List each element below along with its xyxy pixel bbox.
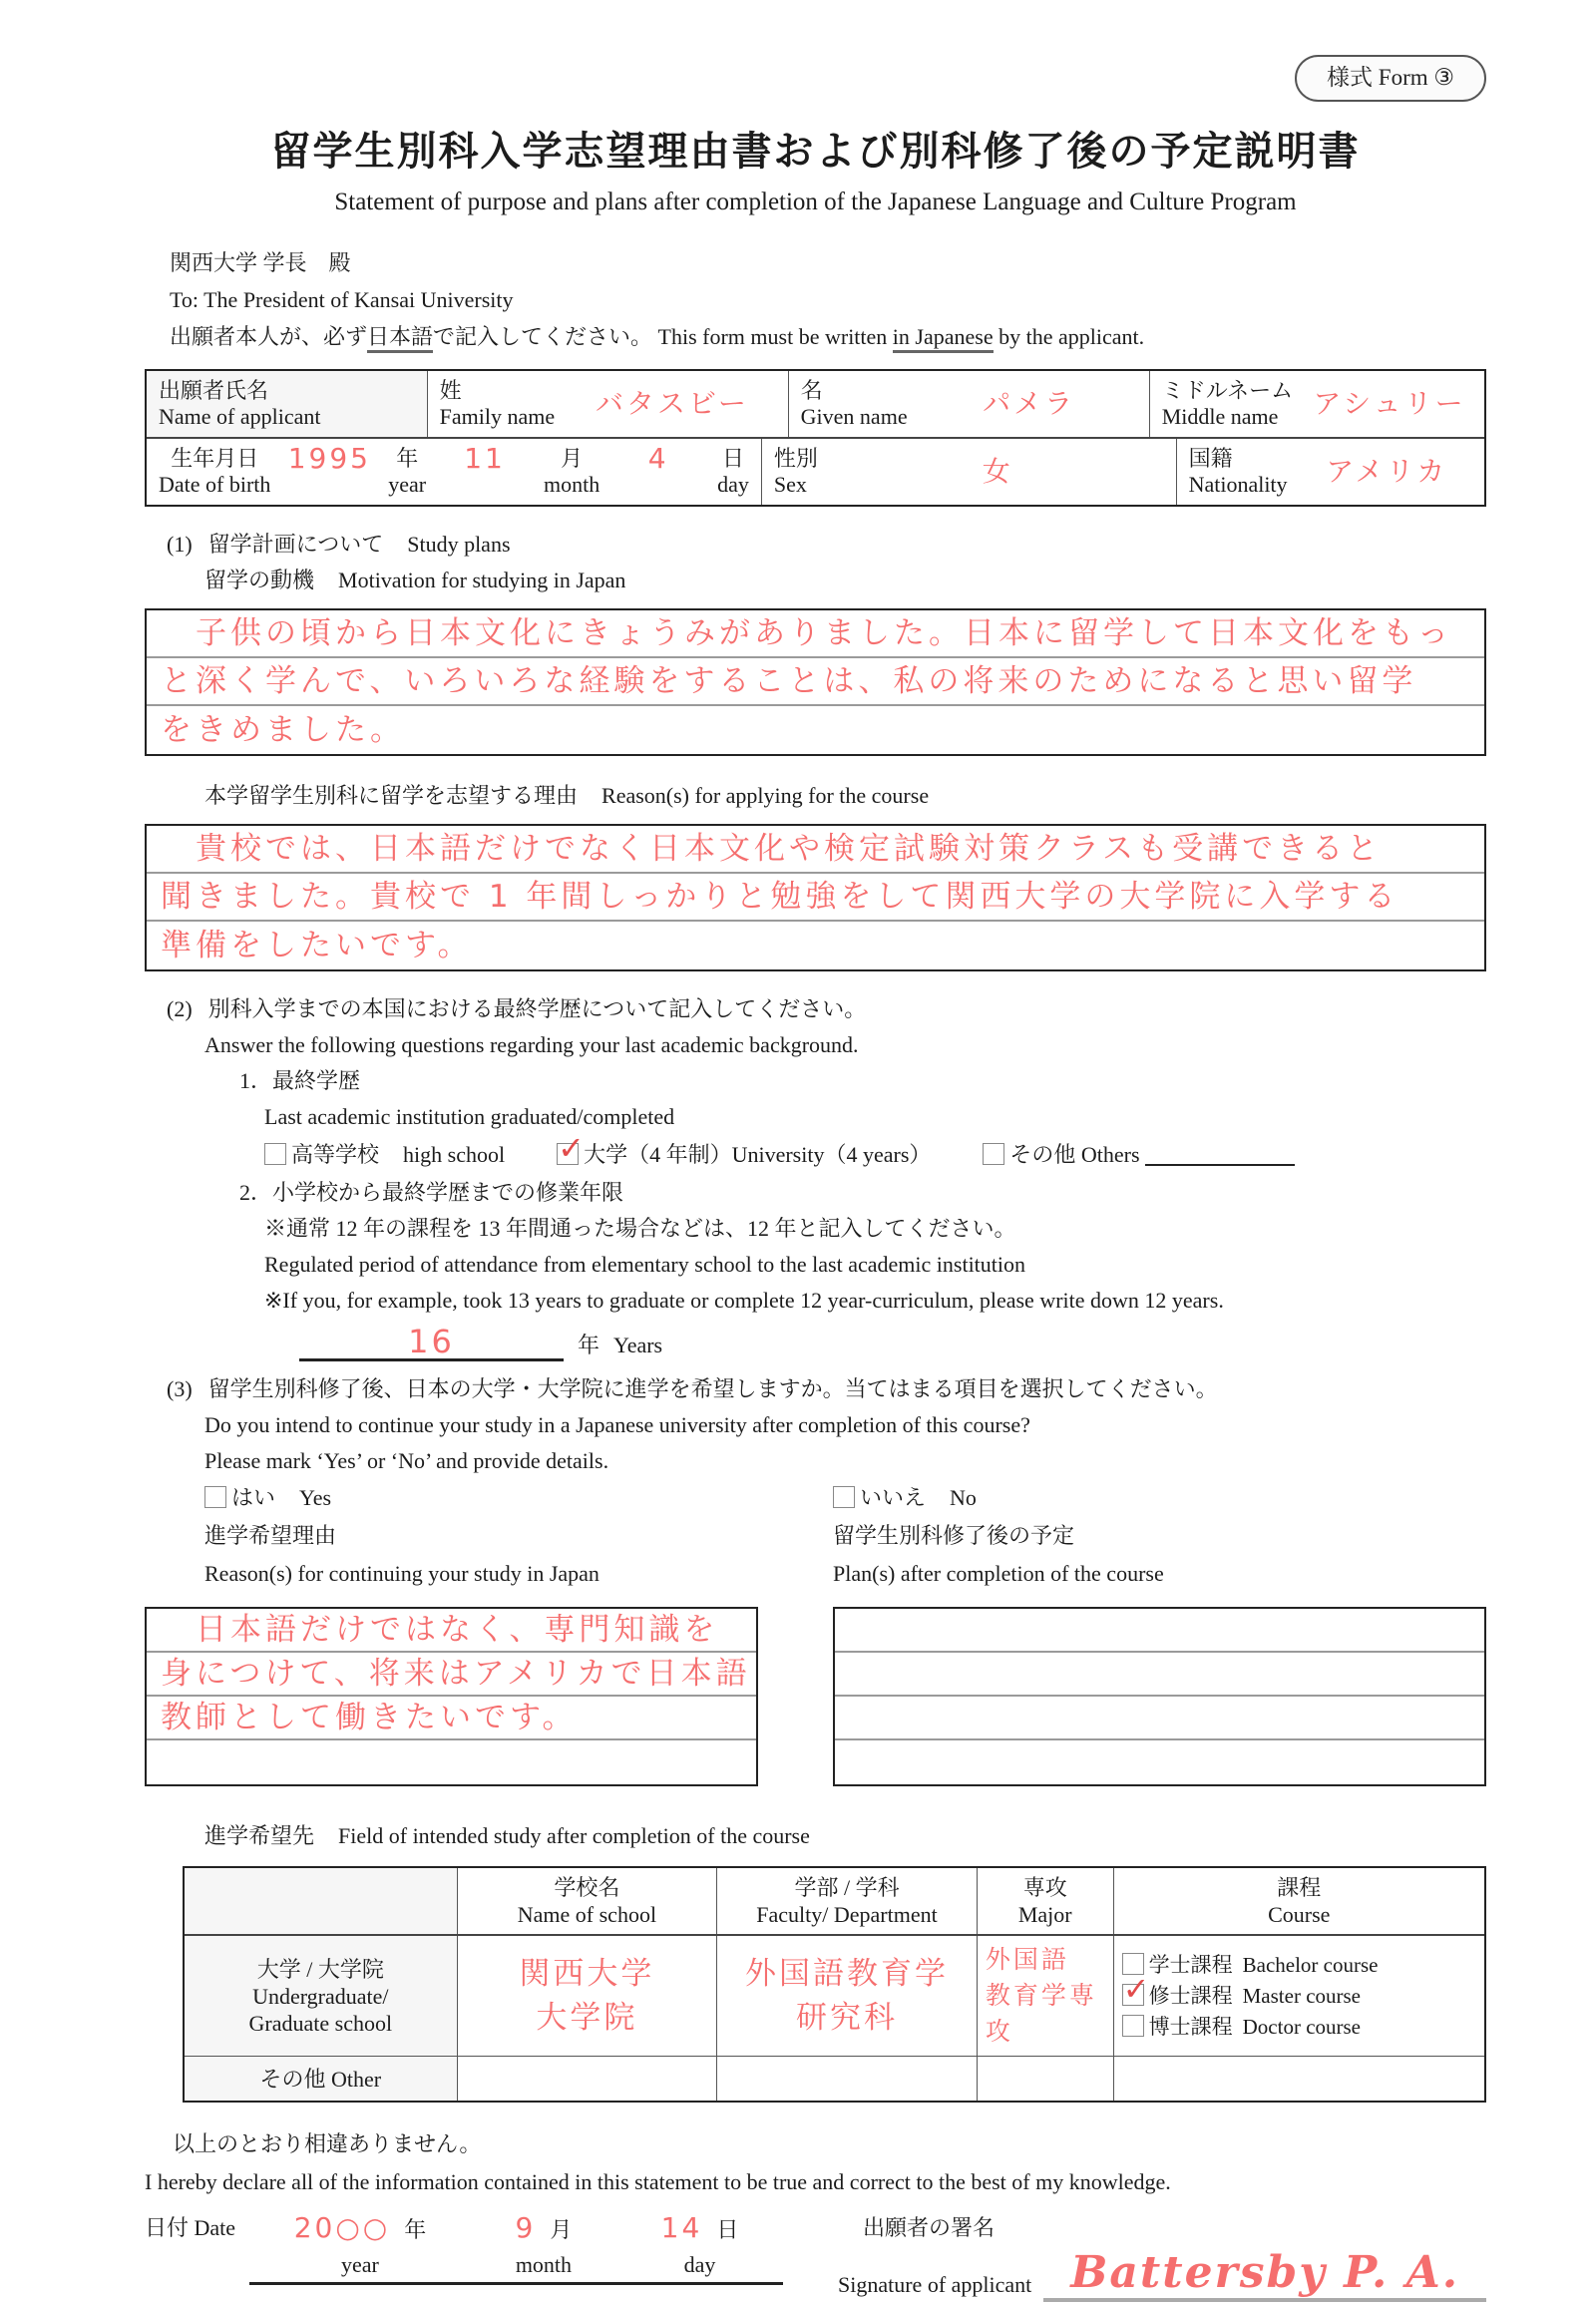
other-school-cell[interactable] [458,2057,718,2101]
q2-note-en: ※If you, for example, took 13 years to graduate or complete 12 year-curriculum, please write down 12 years. [264,1288,1224,1313]
q1-title: 1．最終学歴 [239,1068,361,1093]
yes-option: はい Yes [145,1479,833,1517]
q2-title-en: Regulated period of attendance from elementary school to the last academic institution [264,1252,1026,1277]
date-year-col: 20○○ 年 year [293,2211,427,2277]
date-year-value[interactable]: 20○○ [293,2211,391,2244]
section2-heading: (2) 別科入学までの本国における最終学歴について記入してください。 [167,996,867,1021]
years-input[interactable]: 16 [299,1325,564,1361]
dob-month-value[interactable]: 11 [464,442,506,475]
plan-line-4 [835,1740,1484,1784]
date-day-value[interactable]: 14 [660,2211,703,2244]
date-values [249,2208,783,2285]
form-title: 留学生別科入学志望理由書および別科修了後の予定説明書 [270,128,1361,174]
row-label-other: その他 Other [185,2057,458,2101]
section2-heading-en: Answer the following questions regarding your last academic background. [204,1032,859,1057]
no-option: いいえ No [833,1479,1486,1517]
declaration-en: I hereby declare all of the information contained in this statement to be true and correct to the best of my knowledge. [145,2169,1171,2194]
nationality-value[interactable]: アメリカ [1326,455,1448,488]
row-label-university: 大学 / 大学院 Undergraduate/ Graduate school [185,1936,458,2056]
signature-label-ja: 出願者の署名 [863,2215,996,2240]
nationality-cell: 国籍 Nationality アメリカ [1177,439,1484,505]
signature-line[interactable] [1043,2248,1486,2302]
header-major: 専攻 Major [978,1868,1114,1934]
date-field[interactable] [145,2208,783,2302]
badge-row [145,55,1486,102]
checkbox-others[interactable] [983,1143,1004,1165]
others-input[interactable] [1145,1142,1295,1166]
checkbox-doctor[interactable] [1122,2015,1144,2037]
section3-heading: (3) 留学生別科修了後、日本の大学・大学院に進学を希望しますか。当てはまる項目を選択してください。 [167,1376,1218,1401]
checkbox-no[interactable] [833,1486,855,1508]
motivation-textbox[interactable] [145,608,1486,756]
header-course: 課程 Course [1268,1875,1331,1927]
option-high-school: 高等学校 high school [264,1135,505,1175]
yes-no-row [145,1479,1486,1517]
option-university: ✓ 大学（4 年制）University（4 years） [558,1129,932,1167]
applying-reason-label: 本学留学生別科に留学を志望する理由 Reason(s) for applying for the course [204,783,930,808]
applicant-name-row [147,371,1484,439]
applying-reason-textbox[interactable] [145,824,1486,971]
major-value[interactable]: 外国語 教育学専攻 [978,1936,1114,2056]
continuing-reason-line-3: 教師として働きたいです。 [147,1697,756,1740]
family-name-value[interactable]: バタスビー [595,387,749,420]
underlined-japanese-word: 日本語 [367,324,433,353]
applying-reason-line-2: 聞きました。貴校で 1 年間しっかりと勉強をして関西大学の大学院に入学する [147,874,1484,922]
checkbox-master[interactable] [1122,1969,1150,2008]
motivation-label: 留学の動機 Motivation for studying in Japan [204,568,626,592]
signature-block [838,2208,1486,2302]
years-line: 16 年 Years [145,1325,1486,1361]
continuing-reason-label-en: Reason(s) for continuing your study in Japan [204,1561,599,1586]
continuing-reason-label-ja: 進学希望理由 [204,1523,337,1548]
sex-value[interactable]: 女 [982,455,1013,488]
applicant-table [145,369,1486,507]
motivation-line-3: をきめました。 [161,711,405,748]
addressee-ja: 関西大学 学長 殿 [170,250,351,275]
checkbox-university[interactable] [557,1129,585,1167]
date-signature-row [145,2208,1486,2302]
section3-heading-en2: Please mark ‘Yes’ or ‘No’ and provide details. [204,1448,609,1473]
study-table [183,1866,1486,2103]
option-bachelor: 学士課程 Bachelor course [1122,1950,1379,1981]
continuing-reason-line-1: 日本語だけではなく、専門知識を [147,1609,756,1653]
header-school: 学校名 Name of school [458,1868,718,1934]
middle-name-cell: ミドルネーム Middle name アシュリー [1150,371,1484,437]
q1-options-row [145,1129,1486,1175]
dob-day-value[interactable]: 4 [647,442,669,475]
instruction-line: 出願者本人が、必ず日本語で記入してください。 This form must be written in Japanese by the applicant. [170,318,1486,355]
date-month-value[interactable]: 9 [515,2211,537,2244]
date-month-col: 9 月 month [515,2211,573,2277]
checkmark-icon: ✓ [558,1129,585,1167]
sex-cell: 性別 Sex 女 [762,439,1177,505]
applying-reason-line-1: 貴校では、日本語だけでなく日本文化や検定試験対策クラスも受講できると [147,826,1484,874]
underlined-in-japanese: in Japanese [893,324,994,353]
plan-label-ja: 留学生別科修了後の予定 [833,1523,1075,1548]
plan-line-1 [835,1609,1484,1653]
option-others: その他 Others [983,1135,1295,1175]
plan-line-2 [835,1653,1484,1697]
date-day-col: 14 日 day [660,2211,739,2277]
declaration-ja: 以上のとおり相違ありません。 [173,2131,482,2156]
reason-plan-labels-ja [145,1517,1486,1555]
other-faculty-cell[interactable] [717,2057,978,2101]
form-subtitle: Statement of purpose and plans after completion of the Japanese Language and Culture Program [334,188,1297,215]
continuing-reason-line-4 [147,1740,756,1784]
given-name-value[interactable]: パメラ [983,387,1076,420]
continuing-reason-textbox[interactable] [145,1607,758,1786]
applying-reason-line-3: 準備をしたいです。 [161,927,473,963]
section3-heading-en1: Do you intend to continue your study in a Japanese university after completion of this course? [204,1412,1030,1437]
field-of-study-label: 進学希望先 Field of intended study after completion of the course [204,1823,810,1848]
dob-year-value[interactable]: 1995 [287,442,371,475]
school-name-value[interactable]: 関西大学 大学院 [458,1936,718,2056]
applicant-birth-row [147,439,1484,505]
q1-title-en: Last academic institution graduated/completed [264,1104,675,1129]
middle-name-value[interactable]: アシュリー [1313,387,1466,420]
motivation-line-1: 子供の頃から日本文化にきょうみがありました。日本に留学して日本文化をもっ [147,610,1484,658]
study-table-header [185,1868,1484,1936]
checkbox-high-school[interactable] [264,1143,286,1165]
plan-label-en: Plan(s) after completion of the course [833,1561,1164,1586]
study-table-row-university [185,1936,1484,2057]
q2-title: 2．小学校から最終学歴までの修業年限 [239,1180,624,1205]
signature-value: Battersby P. A. [1070,2247,1460,2298]
header-empty-cell [185,1868,458,1934]
addressee-en: To: The President of Kansai University [170,287,514,312]
plan-line-3 [835,1697,1484,1740]
reason-plan-labels-en [145,1555,1486,1593]
motivation-line-2: と深く学んで、いろいろな経験をすることは、私の将来のためになると思い留学 [147,658,1484,706]
date-of-birth-cell: 生年月日 Date of birth 1995 年 year 11 月 month 4 日 day [147,439,762,505]
date-label: 日付 Date [145,2215,236,2240]
section3-boxes [145,1607,1486,1786]
family-name-cell: 姓 Family name バタスビー [428,371,789,437]
header-faculty: 学部 / 学科 Faculty/ Department [717,1868,978,1934]
section1-heading: (1) 留学計画について Study plans [167,532,511,557]
signature-label-en: Signature of applicant [838,2272,1032,2297]
q2-note-ja: ※通常 12 年の課程を 13 年間通った場合などは、12 年と記入してください。 [264,1216,1016,1241]
plan-textbox[interactable] [833,1607,1486,1786]
checkmark-icon: ✓ [1122,1969,1150,2008]
course-options-cell [1114,1936,1484,2056]
other-major-cell[interactable] [978,2057,1114,2101]
form-number-badge: 様式 Form ③ [1295,55,1486,102]
continuing-reason-line-2: 身につけて、将来はアメリカで日本語 [147,1653,756,1697]
addressee-block [145,244,1486,355]
other-course-cell[interactable] [1114,2057,1484,2101]
option-doctor: 博士課程 Doctor course [1122,2012,1361,2043]
faculty-value[interactable]: 外国語教育学 研究科 [717,1936,978,2056]
name-label-cell: 出願者氏名 Name of applicant [147,371,428,437]
given-name-cell: 名 Given name パメラ [789,371,1150,437]
checkbox-yes[interactable] [204,1486,226,1508]
option-master: ✓ 修士課程 Master course [1122,1969,1361,2008]
study-table-row-other [185,2057,1484,2101]
